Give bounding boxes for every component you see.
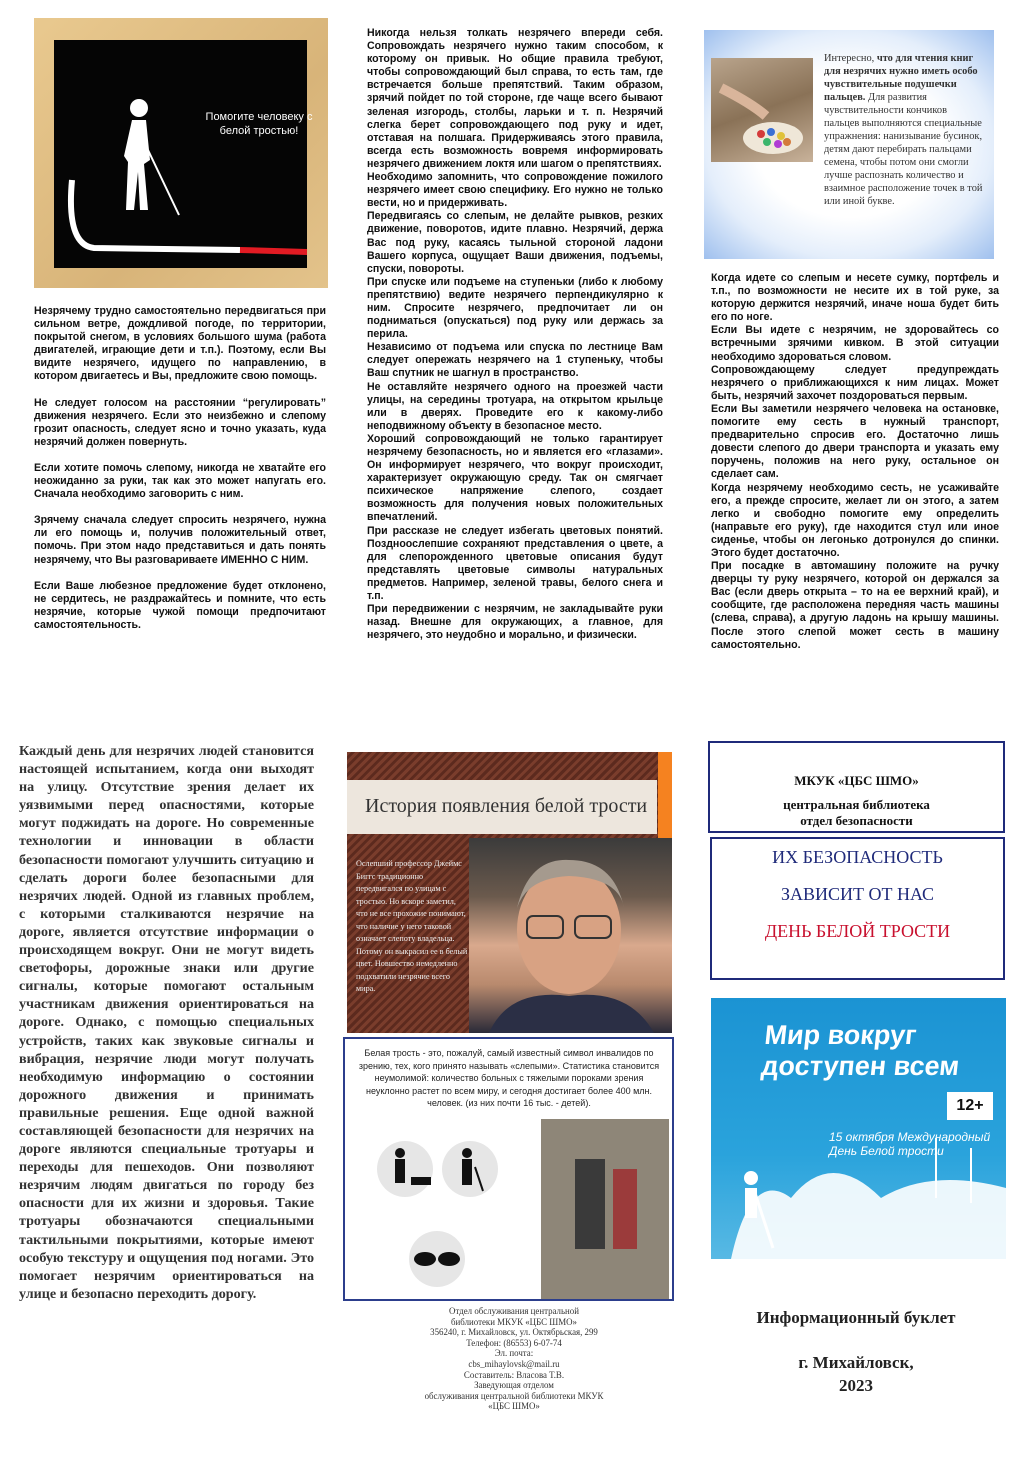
org-library: центральная библиотека <box>783 797 930 812</box>
tip-paragraph: Не следует голосом на расстоянии “регулировать” движения незрячего. Если это неизбежно и слепому грозит опасность, следует ясно и точно указать, куда незрячий должен повернуть. <box>34 396 326 448</box>
orange-accent <box>658 752 672 840</box>
booklet-year: 2023 <box>839 1376 873 1395</box>
contact-email[interactable]: cbs_mihaylovsk@mail.ru <box>468 1358 560 1369</box>
slogan-line-3: ДЕНЬ БЕЛОЙ ТРОСТИ <box>764 921 951 941</box>
fingertip-sensitivity-card <box>704 30 994 259</box>
blind-man-cane-illustration <box>54 40 307 268</box>
person-with-guide-dog-icon <box>377 1141 433 1197</box>
tip-paragraph: При спуске или подъеме на ступеньки (либо к любому препятствию) ведите незрячего перпендикулярно к ним. Спросите незрячего, предпочитает ли он подниматься (опускаться) под руку или держась за перила. <box>367 275 663 341</box>
dark-glasses-icon <box>409 1231 465 1287</box>
tip-paragraph: Если Ваше любезное предложение будет отклонено, не сердитесь, не раздражайтесь и помните, что есть незрячие, которые чужой помощи предпочитают самостоятельность. <box>34 579 326 631</box>
booklet-title: Информационный буклет <box>756 1308 956 1327</box>
tip-paragraph: Зрячему сначала следует спросить незрячего, нужна ли его помощь и, получив положительный ответ, помочь. При этом надо представиться и дать понять незрячему, что Вы разговариваете ИМЕННО С НИМ. <box>34 514 326 566</box>
tip-paragraph: Необходимо запомнить, что сопровождение пожилого незрячего имеет свою специфику. Его нужно не только вести, но и придерживать. <box>367 171 663 210</box>
poster-caption: Помогите человеку с белой тростью! <box>205 111 313 137</box>
booklet-city: г. Михайловск, <box>798 1353 914 1372</box>
slogan-box <box>710 837 1005 980</box>
cane-icons-and-photo <box>345 1119 672 1299</box>
tips-column-2 <box>367 27 663 642</box>
professor-portrait <box>469 838 672 1033</box>
contact-line: Телефон: (86553) 6-07-74 <box>466 1337 562 1348</box>
white-cane-day-banner <box>711 998 1006 1259</box>
banner-date: 15 октября Международный День Белой трости <box>829 1130 991 1158</box>
tips-column-1 <box>34 305 326 645</box>
tip-paragraph: Сопровождающему следует предупреждать незрячего о приближающихся к ним лицах. Может быть, незрячий захочет поздороваться первым. <box>711 363 999 402</box>
fingertip-text <box>824 52 984 208</box>
contact-line: обслуживания центральной библиотеки МКУК <box>424 1390 604 1401</box>
contact-line: Составитель: Власова Т.В. <box>463 1369 565 1380</box>
tip-paragraph: При посадке в автомашину положите на ручку дверцы ту руку незрячего, которой он держался за Вас (если дверь открыта – то на ее верхний край), и сообщите, где расположена передняя часть машины (слева, справа), а другую ладонь на крышу машины. После этого слепой может сесть в машину самостоятельно. <box>711 560 999 651</box>
tip-paragraph: Когда идете со слепым и несете сумку, портфель и т.п., по возможности не несите их в той руке, за которую держится незрячий, иначе ноша будет бить его по ноге. <box>711 272 999 324</box>
beads-photo <box>711 58 813 162</box>
org-department: отдел безопасности <box>800 813 913 828</box>
contact-line: Заведующая отделом <box>474 1380 554 1391</box>
slogan-line-1: ИХ БЕЗОПАСНОСТЬ <box>772 847 943 867</box>
booklet-info <box>716 1306 996 1397</box>
contact-line: библиотеки МКУК «ЦБС ШМО» <box>451 1316 577 1327</box>
tip-paragraph: Независимо от подъема или спуска по лестнице Вам следует опережать незрячего на 1 ступеньку, чтобы Ваш спутник не шагнул в пространство. <box>367 341 663 380</box>
road-safety-text: Каждый день для незрячих людей становится настоящей испытанием, когда они выходят на улицу. Отсутствие зрения делает их уязвимыми перед опасностями, которые могут поджидать на дороге. Но современные технологии и инновации в области безопасности помогают улучшить ситуацию и сделать дороги более безопасными для незрячих людей. Одной из главных проблем, с которыми сталкиваются незрячие на дороге, является отсутствие информации о происходящем вокруг. Они не могут видеть светофоры, дорожные знаки или другие сигналы, которые помогают остальным участникам движения ориентироваться на дороге. Однако, с помощью специальных устройств, таких как звуковые сигналы и вибрация, незрячие люди могут получать необходимую информацию о состоянии дорожного движения и принимать правильные решения. Еще одной важной составляющей безопасности для незрячих на дороге являются специальные тротуары и переходы для пешеходов. Они позволяют незрячим людям двигаться по городу без опасности для их жизни и здоровья. Такие тротуары обозначаются специальными тактильными покрытиями, которые имеют особую текстуру и ощущения под ногами. Это помогает незрячим ориентироваться на улице и безопасно переходить дорогу. <box>19 743 314 1302</box>
contact-line: «ЦБС ШМО» <box>488 1401 540 1412</box>
banner-headline: Мир вокруг доступен всем <box>759 1020 961 1081</box>
library-contacts <box>400 1306 628 1412</box>
tip-paragraph: Когда незрячему необходимо сесть, не усаживайте его, а прежде спросите, желает ли он этого, а затем легко и свободно помогите ему определить (направьте его руку), где находится стул или иное сиденье, чтобы он легонько дотронулся до спинки. Этого будет достаточно. <box>711 481 999 559</box>
contact-line: Отдел обслуживания центральной <box>449 1306 579 1316</box>
fingertip-text-lead: Интересно, <box>824 53 877 64</box>
history-body: Ослепший профессор Джеймс Биггс традиционно передвигался по улицам с тростью. Но вскоре заметил, что не все прохожие понимают, что наличие у него таковой означает слепоту владельца. Потому он выкрасил ее в белый цвет. Новшество немедленно подхватили незрячие всего мира. <box>356 859 468 993</box>
city-silhouette-illustration <box>711 998 1006 1259</box>
person-with-cane-icon <box>442 1141 498 1197</box>
tip-paragraph: Никогда нельзя толкать незрячего впереди себя. Сопровождать незрячего нужно таким способом, к которому он привык. Но общие правила требуют, чтобы сопровождающий был справа, то есть там, где встречается больше препятствий. Таким образом, зрячий пойдет по той стороне, где чаще всего бывают зеленая изгородь, столбы, ларьки и т. п. Незрячий слегка берет сопровождающего под руку и идет, отставая на полшага. Придерживаясь этого правила, всегда есть возможность вовремя информировать незрячего движением локтя или шагом о препятствиях. <box>367 27 663 170</box>
organization-box <box>708 741 1005 833</box>
tips-column-3 <box>711 272 999 652</box>
slogan-line-2: ЗАВИСИТ ОТ НАС <box>780 884 935 904</box>
history-panel <box>347 752 672 1033</box>
tip-paragraph: Передвигаясь со слепым, не делайте рывков, резких движение, поворотов, идите плавно. Незрячий, держа Вас под руку, касаясь тыльной стороной ладони Вашего корпуса, ощущает Ваши движения, подъемы, спуски, повороты. <box>367 210 663 275</box>
tip-paragraph: Незрячему трудно самостоятельно передвигаться при сильном ветре, дождливой погоде, по территории, покрытой снегом, в условиях большого шума (работа двигателей, играющие дети и т.п.). Поэтому, если Вы видите незрячего, идущего по направлению, в котором двигаетесь и Вы, предложите свою помощь. <box>34 305 326 383</box>
white-cane-info-text: Белая трость - это, пожалуй, самый известный символ инвалидов по зрению, тех, кого принято называть «слепыми». Статистика становится неумолимой: количество больных с тяжелыми пороками зрения неуклонно растет по всем миру, и сегодня достигает более 400 млн. человек. (из них почти 16 тыс. - детей). <box>358 1048 660 1108</box>
tip-paragraph: При рассказе не следует избегать цветовых понятий. Поздноослепшие сохраняют представления о цвете, а для слепорожденного цветовые описания будут представлять цветовые символы натуральных предметов. Например, зеленой травы, белого снега и т.п. <box>367 524 663 603</box>
tip-paragraph: Хороший сопровождающий не только гарантирует незрячему безопасность, но и является его «глазами». Он информирует незрячего, что вокруг происходит, характеризует окружающую среду. Так он смягчает психическое напряжение слепого, создает возможность для получения новых положительных впечатлений. <box>367 432 663 524</box>
tip-paragraph: При передвижении с незрячим, не закладывайте руки назад. Внешне для окружающих, а главное, для незрячего, это неудобно и морально, и физически. <box>367 603 663 642</box>
blind-man-poster <box>34 18 328 288</box>
fingertip-text-rest: Для развития чувствительности кончиков пальцев выполняются специальные упражнения: нанизывание бусинок, детям дают перебирать пальцами семена, чтобы потом они смогли лучше распознать количество и взаимное расположение точек в той или иной букве. <box>824 92 983 207</box>
tip-paragraph: Если Вы идете с незрячим, не здоровайтесь со встречными зрячими кивком. В этой ситуации необходимо здороваться словом. <box>711 324 999 363</box>
contact-line: 356240, г. Михайловск, ул. Октябрьская, 299 <box>430 1327 598 1338</box>
age-rating-badge: 12+ <box>947 1092 993 1120</box>
tip-paragraph: Если Вы заметили незрячего человека на остановке, помогите ему сесть в нужный транспорт, предварительно спросив его. Достаточно лишь довести слепого до двери транспорта и указать ему поручень, положив на него руку, остальное он сделает сам. <box>711 402 999 481</box>
professor-photo <box>469 838 672 1033</box>
tip-paragraph: Не оставляйте незрячего одного на проезжей части улицы, на середины тротуара, на открытом крыльце или в дверях. Проведите его к какому-либо неподвижному объекту в безопасное место. <box>367 380 663 432</box>
beads-illustration <box>711 58 813 162</box>
fingertip-text-bold: что для чтения книг для незрячих нужно иметь особо чувствительные подушечки пальцев. <box>824 53 978 103</box>
org-name: МКУК «ЦБС ШМО» <box>794 773 919 788</box>
history-title: История появления белой трости <box>365 795 648 817</box>
contact-line: Эл. почта: <box>494 1348 534 1359</box>
white-cane-info-box <box>343 1037 674 1301</box>
tip-paragraph: Если хотите помочь слепому, никогда не хватайте его неожиданно за руки, так как это может напугать его. Сначала необходимо заговорить с ним. <box>34 461 326 501</box>
